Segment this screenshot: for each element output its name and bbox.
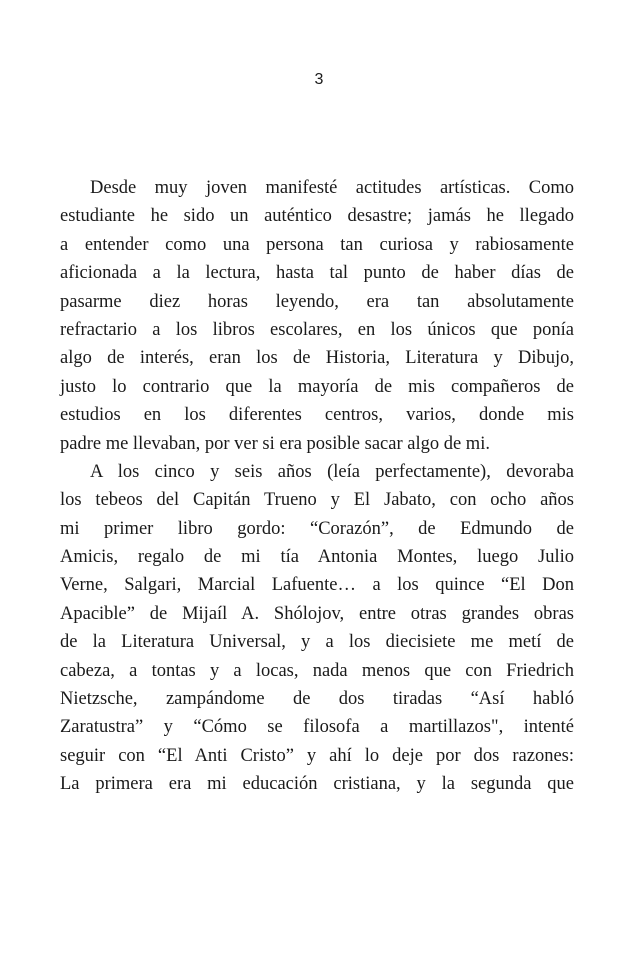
text-line: Nietzsche, zampándome de dos tiradas “Así habló [60, 689, 574, 710]
text-line: cabeza, a tontas y a locas, nada menos que con Friedrich [60, 660, 574, 681]
text-line: Verne, Salgari, Marcial Lafuente… a los quince “El Don [60, 575, 574, 596]
paragraph [60, 458, 574, 799]
text-line: Desde muy joven manifesté actitudes artísticas. Como [90, 178, 574, 198]
text-line: estudiante he sido un auténtico desastre; jamás he llegado [60, 206, 574, 227]
page-number: 3 [314, 71, 324, 88]
text-line: los tebeos del Capitán Trueno y El Jabato, con ocho años [60, 490, 574, 511]
body-text [60, 174, 574, 799]
text-line: mi primer libro gordo: “Corazón”, de Edmundo de [60, 518, 574, 539]
text-line: padre me llevaban, por ver si era posible sacar algo de mi. [60, 433, 490, 454]
text-line: Zaratustra” y “Cómo se filosofa a martillazos", intenté [60, 717, 574, 738]
text-line: Amicis, regalo de mi tía Antonia Montes, luego Julio [60, 547, 574, 568]
text-line: refractario a los libros escolares, en los únicos que ponía [60, 319, 574, 340]
text-line: algo de interés, eran los de Historia, Literatura y Dibujo, [60, 348, 574, 369]
text-line: A los cinco y seis años (leía perfectamente), devoraba [90, 461, 574, 482]
text-line: seguir con “El Anti Cristo” y ahí lo deje por dos razones: [60, 745, 574, 766]
text-line: de la Literatura Universal, y a los diecisiete me metí de [60, 632, 574, 653]
text-line: La primera era mi educación cristiana, y la segunda que [60, 774, 574, 795]
paragraph [60, 174, 574, 458]
text-line: pasarme diez horas leyendo, era tan absolutamente [60, 291, 574, 312]
text-line: estudios en los diferentes centros, varios, donde mis [60, 405, 574, 426]
text-line: Apacible” de Mijaíl A. Shólojov, entre otras grandes obras [60, 603, 574, 624]
text-line: aficionada a la lectura, hasta tal punto de haber días de [60, 263, 574, 284]
text-line: a entender como una persona tan curiosa y rabiosamente [60, 234, 574, 255]
text-line: justo lo contrario que la mayoría de mis compañeros de [60, 376, 574, 397]
